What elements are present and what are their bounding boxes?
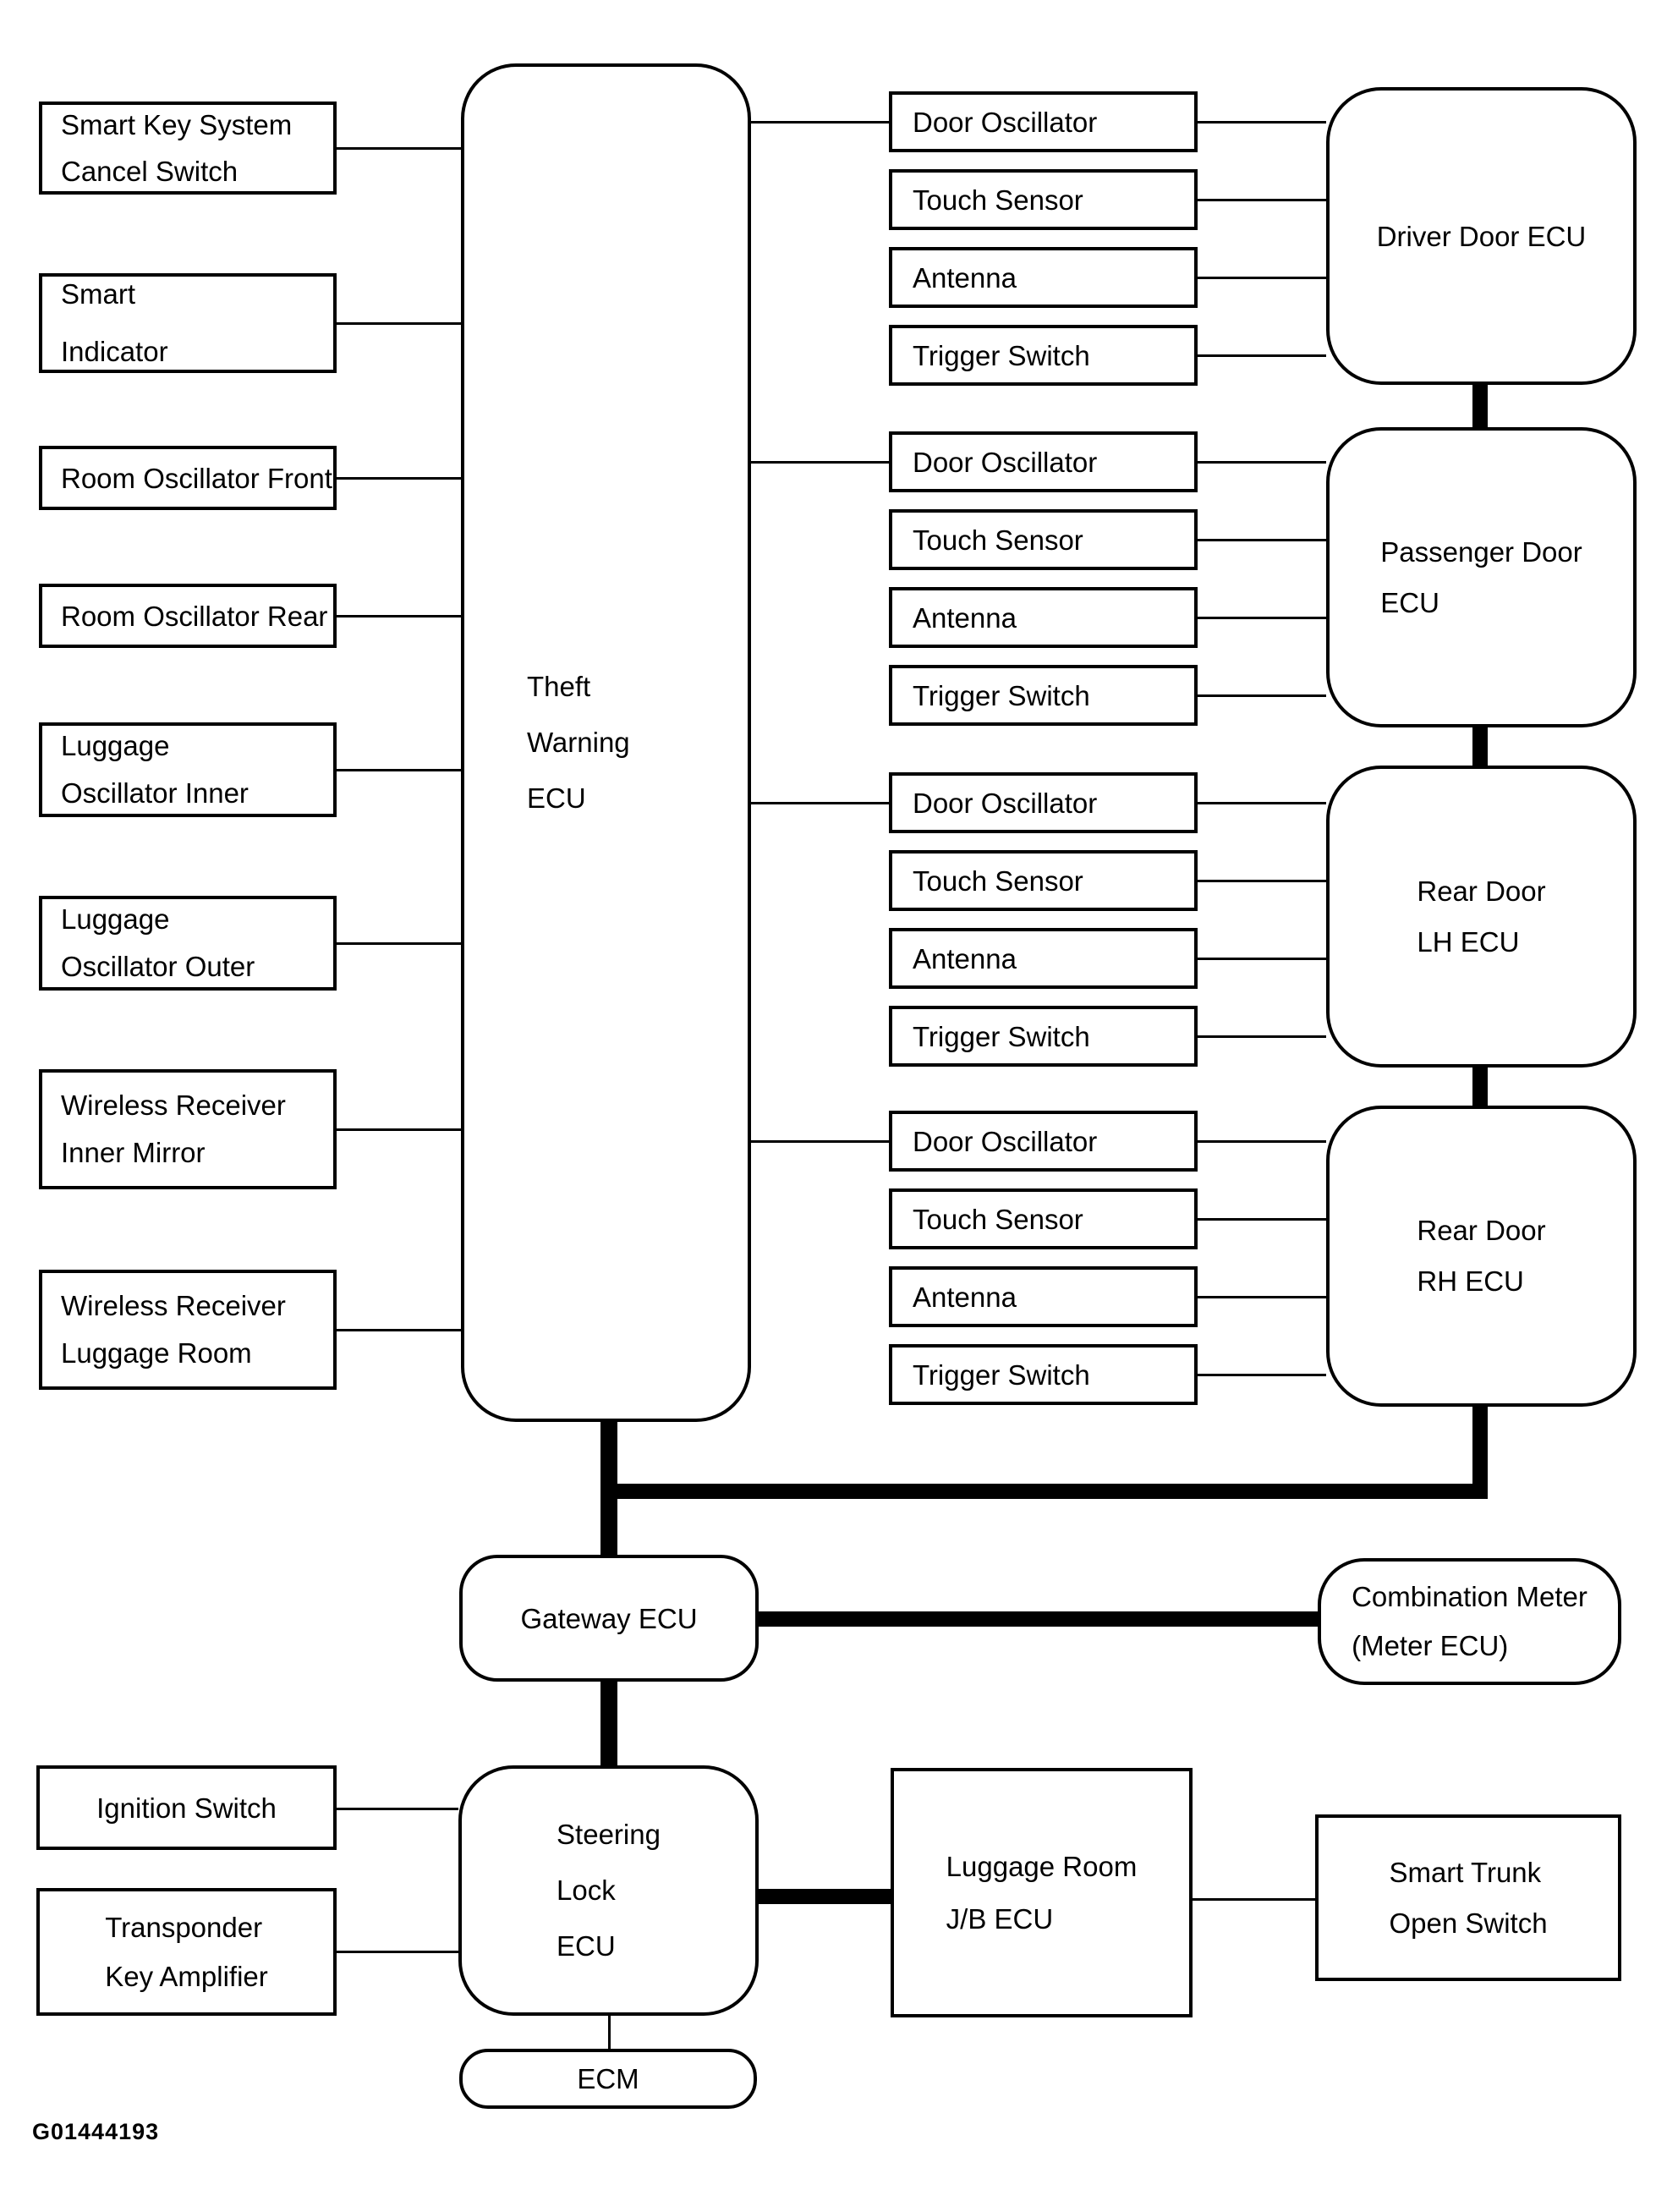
bus-passenger-to-rear-lh: [1472, 726, 1488, 767]
group2-door-oscillator: [889, 431, 1198, 492]
wire-wireless-inner-mirror-to-theft-ecu: [337, 1128, 461, 1131]
luggage-room-jb-ecu-box: [891, 1768, 1193, 2017]
main-horizontal-bus: [600, 1484, 1488, 1499]
label-line: Smart Trunk: [1389, 1856, 1542, 1888]
group3-door-oscillator: [889, 772, 1198, 833]
wire-g4-touch-to-ecu: [1198, 1218, 1326, 1221]
label-line: (Meter ECU): [1352, 1630, 1509, 1661]
box-smart-key-cancel-switch: [39, 102, 337, 195]
box-luggage-oscillator-inner: [39, 722, 337, 817]
label-line: Rear Door: [1417, 1215, 1546, 1246]
box-ignition-switch: [36, 1765, 337, 1850]
label-line: Luggage Room: [946, 1850, 1138, 1882]
label-line: Oscillator Inner: [61, 777, 249, 809]
label-line: ECU: [557, 1930, 616, 1962]
ecm-box: [459, 2049, 757, 2109]
wire-wireless-luggage-room-to-theft-ecu: [337, 1329, 461, 1331]
wire-theft-ecu-to-door-osc-4: [751, 1140, 889, 1143]
label-line: Touch Sensor: [913, 524, 1083, 556]
box-room-oscillator-front: [39, 446, 337, 510]
wire-g2-trigger-to-ecu: [1198, 694, 1326, 697]
label-line: Cancel Switch: [61, 156, 239, 187]
wire-theft-ecu-to-door-osc-2: [751, 461, 889, 464]
wire-transponder-to-steering-lock: [337, 1951, 458, 1953]
label-line: Luggage: [61, 730, 170, 761]
wire-g1-trigger-to-ecu: [1198, 354, 1326, 357]
box-wireless-receiver-luggage-room: [39, 1270, 337, 1390]
wire-g3-trigger-to-ecu: [1198, 1035, 1326, 1038]
wire-g3-door-osc-to-ecu: [1198, 802, 1326, 804]
label-line: Trigger Switch: [913, 679, 1090, 711]
group4-door-oscillator: [889, 1111, 1198, 1172]
label-line: ECM: [577, 2063, 639, 2094]
label-line: Antenna: [913, 1281, 1017, 1313]
label-line: Driver Door ECU: [1376, 220, 1587, 252]
label-line: Gateway ECU: [520, 1602, 698, 1634]
bus-gateway-to-steering-lock: [600, 1682, 617, 1766]
bus-driver-to-passenger: [1472, 383, 1488, 429]
label-line: Door Oscillator: [913, 106, 1098, 138]
wire-g4-antenna-to-ecu: [1198, 1296, 1326, 1298]
label-line: J/B ECU: [946, 1902, 1054, 1935]
label-line: Luggage: [61, 903, 170, 935]
label-line: Combination Meter: [1352, 1581, 1587, 1612]
box-room-oscillator-rear: [39, 584, 337, 648]
box-smart-indicator: [39, 273, 337, 373]
label-line: Door Oscillator: [913, 1125, 1098, 1157]
bus-rear-lh-to-rear-rh: [1472, 1066, 1488, 1107]
driver-door-ecu-box: [1326, 87, 1637, 385]
label-line: Room Oscillator Front: [61, 462, 332, 494]
label-line: Theft: [527, 671, 591, 702]
wire-g2-touch-to-ecu: [1198, 539, 1326, 541]
label-line: Door Oscillator: [913, 446, 1098, 478]
group2-trigger-switch: [889, 665, 1198, 726]
label-line: Inner Mirror: [61, 1137, 206, 1168]
box-wireless-receiver-inner-mirror: [39, 1069, 337, 1189]
group3-antenna: [889, 928, 1198, 989]
label-line: ECU: [1380, 586, 1439, 618]
label-line: Touch Sensor: [913, 184, 1083, 216]
label-line: Room Oscillator Rear: [61, 600, 328, 632]
wire-luggage-jb-to-smart-trunk: [1193, 1898, 1315, 1901]
rear-door-rh-ecu-box: [1326, 1106, 1637, 1407]
wire-smart-key-to-theft-ecu: [337, 147, 461, 150]
label-line: Passenger Door: [1380, 535, 1582, 568]
label-line: Antenna: [913, 942, 1017, 974]
wire-g4-trigger-to-ecu: [1198, 1374, 1326, 1376]
label-line: Rear Door: [1417, 875, 1546, 907]
wire-theft-ecu-to-door-osc-1: [751, 121, 889, 123]
group1-door-oscillator: [889, 91, 1198, 152]
bus-gateway-to-combination-meter: [759, 1611, 1318, 1627]
group4-antenna: [889, 1266, 1198, 1327]
combination-meter-box: [1318, 1558, 1621, 1685]
label-line: Trigger Switch: [913, 1358, 1090, 1391]
label-line: Door Oscillator: [913, 787, 1098, 819]
wire-steering-lock-to-ecm: [608, 2016, 611, 2050]
label-line: Open Switch: [1389, 1907, 1548, 1939]
label-line: Touch Sensor: [913, 864, 1083, 897]
label-line: Indicator: [61, 336, 168, 367]
wire-g2-antenna-to-ecu: [1198, 617, 1326, 619]
label-line: Lock: [557, 1874, 616, 1906]
wire-g1-antenna-to-ecu: [1198, 277, 1326, 279]
wire-ignition-to-steering-lock: [337, 1808, 458, 1810]
label-line: Trigger Switch: [913, 1020, 1090, 1052]
wire-luggage-osc-outer-to-theft-ecu: [337, 942, 461, 945]
group1-trigger-switch: [889, 325, 1198, 386]
steering-lock-ecu-box: [458, 1765, 759, 2016]
wire-room-osc-front-to-theft-ecu: [337, 477, 461, 480]
bus-steering-lock-to-luggage-jb: [759, 1889, 891, 1904]
label-line: Warning: [527, 727, 630, 758]
gateway-ecu-box: [459, 1555, 759, 1682]
label-line: ECU: [527, 782, 586, 814]
group2-antenna: [889, 587, 1198, 648]
group3-trigger-switch: [889, 1006, 1198, 1067]
wire-smart-indicator-to-theft-ecu: [337, 322, 461, 325]
label-line: Luggage Room: [61, 1337, 252, 1369]
label-line: Smart: [61, 278, 136, 310]
group4-trigger-switch: [889, 1344, 1198, 1405]
group1-touch-sensor: [889, 169, 1198, 230]
smart-trunk-open-switch-box: [1315, 1814, 1621, 1981]
group4-touch-sensor: [889, 1188, 1198, 1249]
wire-g1-touch-to-ecu: [1198, 199, 1326, 201]
label-line: Wireless Receiver: [61, 1290, 286, 1321]
box-transponder-key-amplifier: [36, 1888, 337, 2016]
label-line: Ignition Switch: [96, 1792, 277, 1824]
box-luggage-oscillator-outer: [39, 896, 337, 991]
passenger-door-ecu-box: [1326, 427, 1637, 727]
label-line: Trigger Switch: [913, 339, 1090, 371]
wire-room-osc-rear-to-theft-ecu: [337, 615, 461, 617]
wire-g2-door-osc-to-ecu: [1198, 461, 1326, 464]
group3-touch-sensor: [889, 850, 1198, 911]
label-line: Transponder: [105, 1911, 263, 1943]
wire-g3-antenna-to-ecu: [1198, 958, 1326, 960]
label-line: Smart Key System: [61, 109, 293, 140]
label-line: Antenna: [913, 601, 1017, 634]
label-line: Steering: [557, 1819, 661, 1850]
group2-touch-sensor: [889, 509, 1198, 570]
label-line: Touch Sensor: [913, 1203, 1083, 1235]
wire-g1-door-osc-to-ecu: [1198, 121, 1326, 123]
wire-luggage-osc-inner-to-theft-ecu: [337, 769, 461, 771]
label-line: Antenna: [913, 261, 1017, 294]
label-line: Key Amplifier: [105, 1960, 268, 1992]
figure-code: G01444193: [32, 2119, 160, 2144]
wire-theft-ecu-to-door-osc-3: [751, 802, 889, 804]
label-line: Wireless Receiver: [61, 1090, 286, 1121]
wire-g4-door-osc-to-ecu: [1198, 1140, 1326, 1143]
label-line: LH ECU: [1417, 925, 1520, 958]
label-line: Oscillator Outer: [61, 951, 255, 982]
group1-antenna: [889, 247, 1198, 308]
theft-warning-ecu-box: [461, 63, 751, 1422]
wire-g3-touch-to-ecu: [1198, 880, 1326, 882]
label-line: RH ECU: [1417, 1265, 1524, 1297]
rear-door-lh-ecu-box: [1326, 766, 1637, 1068]
